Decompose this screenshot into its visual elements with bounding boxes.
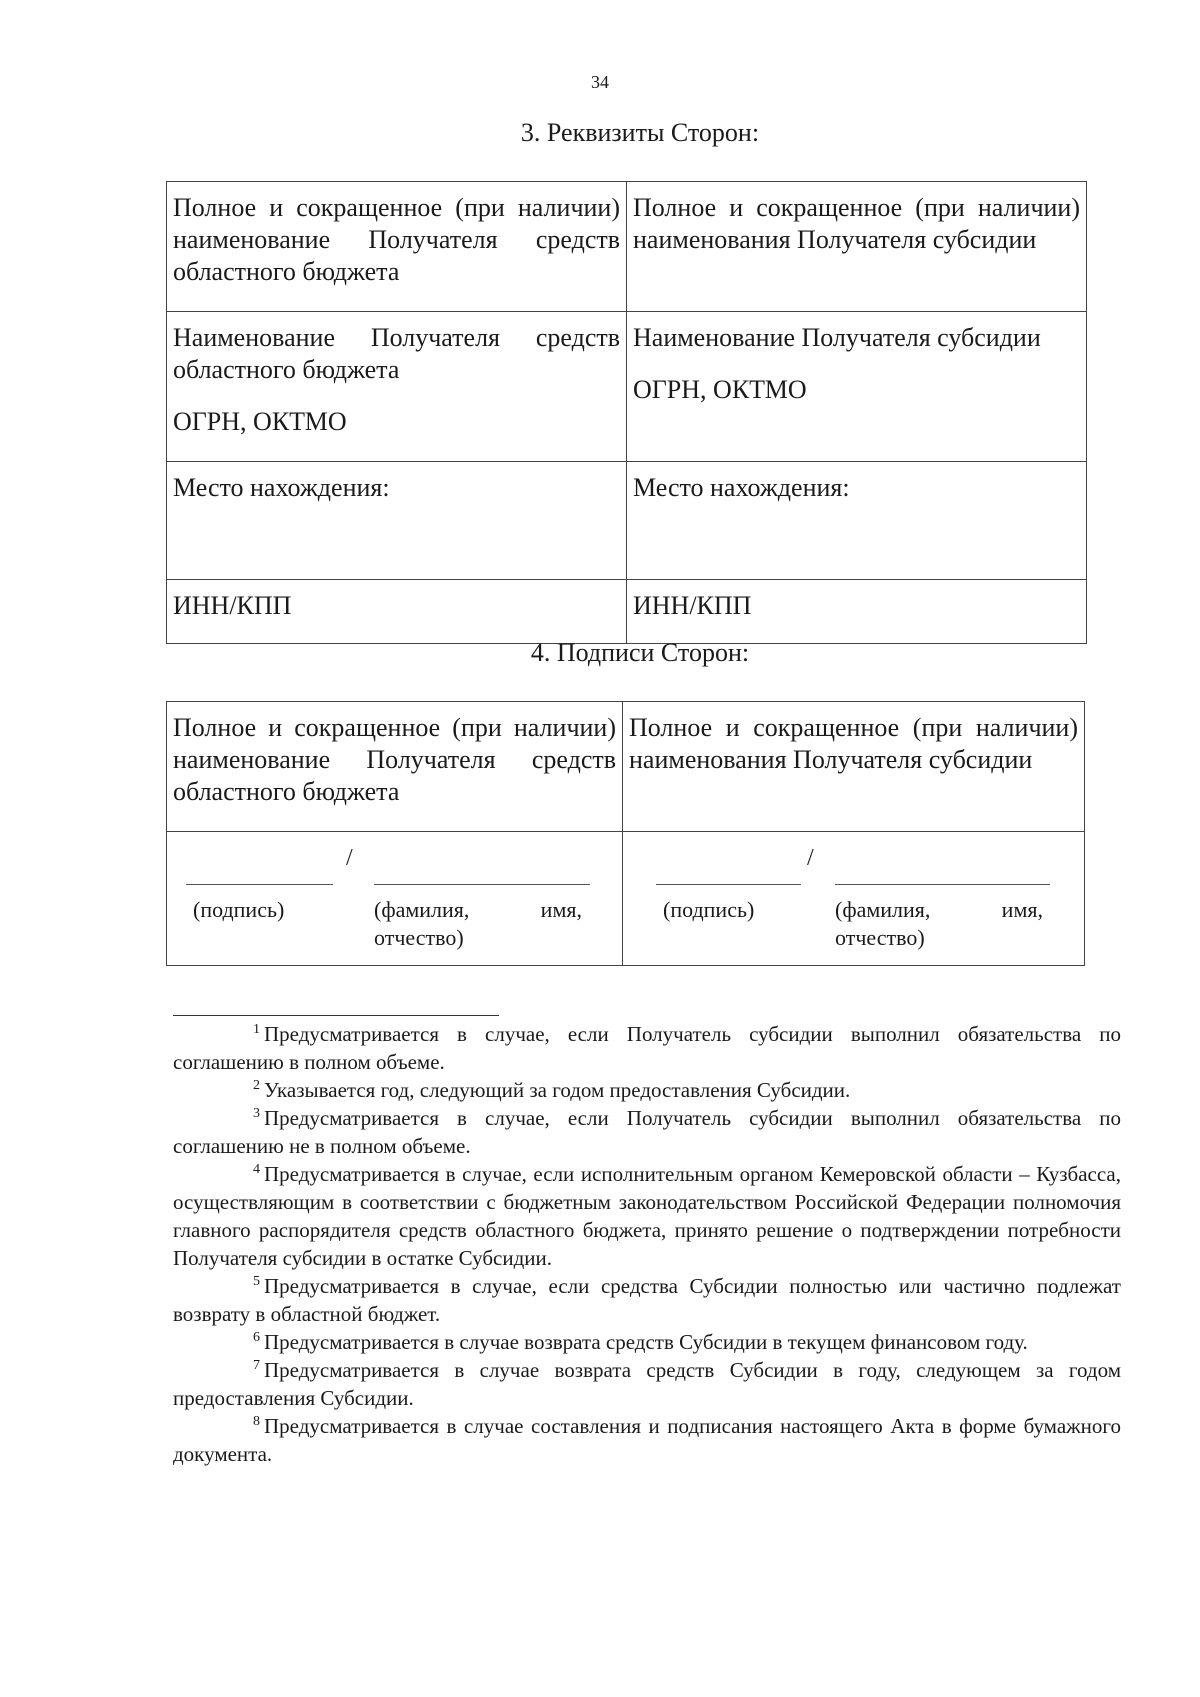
signer-budget-full-name-cell: Полное и сокращенное (при наличии) наименование Получателя средств областного бюджета — [167, 702, 623, 832]
recipient-budget-name: Наименование Получателя средств областного бюджета — [173, 323, 620, 384]
recipient-subsidy-inn-kpp-cell: ИНН/КПП — [627, 580, 1087, 644]
name-caption: (фамилия, имя, отчество) — [374, 897, 582, 950]
signature-line — [186, 884, 333, 885]
footnote: $^8$ Предусматривается в случае составления и подписания настоящего Акта в форме бумажного документа. — [173, 1414, 1121, 1466]
table-row — [167, 462, 1087, 580]
page-number: 34 — [591, 72, 609, 92]
recipient-subsidy-full-name-cell: Полное и сокращенное (при наличии) наименования Получателя субсидии — [627, 182, 1087, 312]
name-line — [835, 884, 1050, 885]
table-row — [167, 580, 1087, 644]
footnote: $^2$ Указывается год, следующий за годом предоставления Субсидии. — [253, 1078, 851, 1102]
name-caption: (фамилия, имя, отчество) — [835, 897, 1043, 950]
table-row — [167, 702, 1085, 832]
footnotes — [173, 1020, 1121, 1468]
name-line — [374, 884, 590, 885]
table-row — [167, 182, 1087, 312]
footnote: $^3$ Предусматривается в случае, если Получатель субсидии выполнил обязательства по соглашению не в полном объеме. — [173, 1106, 1121, 1158]
recipient-subsidy-ogrn-oktmo: ОГРН, ОКТМО — [633, 375, 807, 404]
footnote: $^1$ Предусматривается в случае, если Получатель субсидии выполнил обязательства по соглашению в полном объеме. — [173, 1022, 1121, 1074]
recipient-budget-full-name-cell: Полное и сокращенное (при наличии) наименование Получателя средств областного бюджета — [167, 182, 627, 312]
section-4-title: 4. Подписи Сторон: — [530, 638, 750, 667]
signature-slash: / — [346, 845, 353, 871]
recipient-subsidy-name: Наименование Получателя субсидии — [633, 323, 1041, 352]
signatures-table — [166, 701, 1085, 966]
table-row — [167, 312, 1087, 462]
signature-cell-subsidy — [623, 832, 1085, 966]
footnote: $^6$ Предусматривается в случае возврата средств Субсидии в текущем финансовом году. — [253, 1330, 1028, 1354]
requisites-table — [166, 181, 1087, 644]
signer-subsidy-full-name-cell: Полное и сокращенное (при наличии) наименования Получателя субсидии — [623, 702, 1085, 832]
section-3-title: 3. Реквизиты Сторон: — [520, 118, 760, 147]
recipient-budget-location-cell: Место нахождения: — [167, 462, 627, 580]
recipient-budget-name-cell — [167, 312, 627, 462]
recipient-subsidy-location-cell: Место нахождения: — [627, 462, 1087, 580]
signature-slash: / — [807, 845, 814, 871]
recipient-budget-ogrn-oktmo: ОГРН, ОКТМО — [173, 407, 347, 436]
signature-cell-budget — [167, 832, 623, 966]
table-row — [167, 832, 1085, 966]
signature-caption: (подпись) — [193, 897, 285, 922]
recipient-budget-inn-kpp-cell: ИНН/КПП — [167, 580, 627, 644]
recipient-subsidy-name-cell — [627, 312, 1087, 462]
signature-line — [656, 884, 801, 885]
footnote: $^4$ Предусматривается в случае, если исполнительным органом Кемеровской области – Кузбасса, осуществляющим в соответствии с бюджетным законодательством Российской Федерации полномочия главного распорядителя средств областного бюджета, принято решение о подтверждении потребности Получателя субсидии в остатке Субсидии. — [173, 1162, 1121, 1270]
footnote: $^5$ Предусматривается в случае, если средства Субсидии полностью или частично подлежат возврату в областной бюджет. — [173, 1274, 1121, 1326]
footnote-separator — [173, 1015, 499, 1016]
footnote: $^7$ Предусматривается в случае возврата средств Субсидии в году, следующем за годом предоставления Субсидии. — [173, 1358, 1121, 1410]
signature-caption: (подпись) — [663, 897, 755, 922]
